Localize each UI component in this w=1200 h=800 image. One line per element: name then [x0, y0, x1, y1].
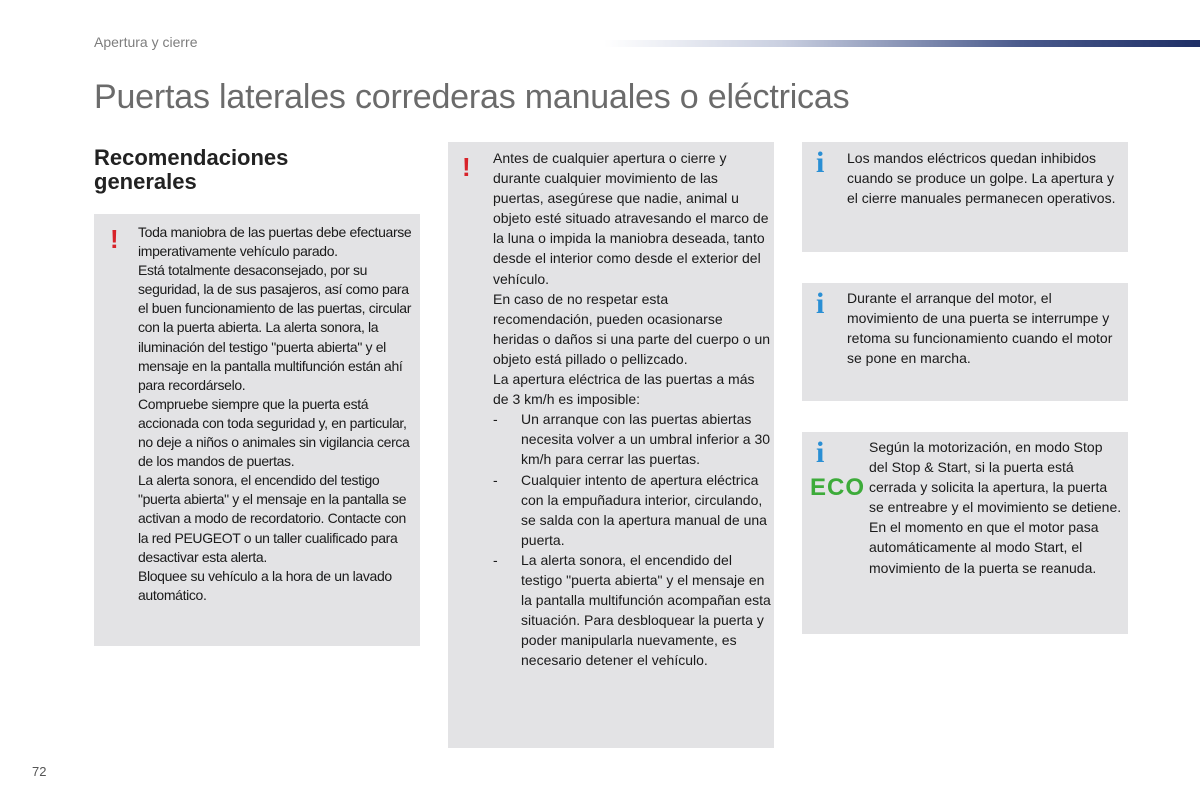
paragraph: La apertura eléctrica de las puertas a más de 3 km/h es imposible: [493, 371, 755, 408]
subheading [94, 146, 354, 194]
exclamation-icon: ! [462, 152, 471, 182]
list-item: - Cualquier intento de apertura eléctrica con la empuñadura interior, circulando, se salda con la apertura manual de una puerta. [493, 470, 771, 550]
warning-box-middle [448, 142, 774, 748]
info-box-2 [802, 283, 1128, 401]
info-icon: i [816, 287, 825, 320]
paragraph: Toda maniobra de las puertas debe efectuarse imperativamente vehículo parado. [138, 224, 412, 260]
subheading-line-1: Recomendaciones [94, 145, 289, 170]
warning-box-left [94, 214, 420, 646]
info-box-3 [802, 432, 1128, 634]
info-box-2-text: Durante el arranque del motor, el movimiento de una puerta se interrumpe y retoma su funcionamiento cuando el motor se pone en marcha. [847, 290, 1113, 367]
info-box-1 [802, 142, 1128, 252]
info-icon: i [816, 146, 825, 179]
paragraph: Antes de cualquier apertura o cierre y durante cualquier movimiento de las puertas, asegúrese que nadie, animal u objeto esté situado atravesando el marco de la luna o impida la maniobra deseada, tanto desde el interior como desde el exterior del vehículo. [493, 150, 769, 287]
warning-box-left-text [138, 223, 418, 605]
list-item: - Un arranque con las puertas abiertas necesita volver a un umbral inferior a 30 km/h para cerrar las puertas. [493, 409, 771, 469]
section-label: Apertura y cierre [94, 34, 198, 50]
paragraph: La alerta sonora, el encendido del testigo "puerta abierta" y el mensaje en la pantalla se activan a modo de recordatorio. Contacte con la red PEUGEOT o un taller cualificado para desactivar esta alerta. [138, 472, 407, 565]
list-item: - La alerta sonora, el encendido del testigo "puerta abierta" y el mensaje en la pantalla multifunción acompañan esta situación. Para desbloquear la puerta y poder manipularla nuevamente, es necesario detener el vehículo. [493, 550, 771, 671]
paragraph: Bloquee su vehículo a la hora de un lavado automático. [138, 567, 392, 603]
warning-box-middle-text [493, 148, 771, 670]
eco-icon: ECO [810, 474, 866, 501]
info-box-1-text: Los mandos eléctricos quedan inhibidos cuando se produce un golpe. La apertura y el cierre manuales permanecen operativos. [847, 150, 1116, 207]
header-rule [604, 40, 1200, 47]
exclamation-icon: ! [110, 224, 119, 254]
paragraph: Compruebe siempre que la puerta está accionada con toda seguridad y, en particular, no deje a niños o animales sin vigilancia cerca de los mandos de puertas. [138, 395, 410, 470]
info-box-3-text: Según la motorización, en modo Stop del Stop & Start, si la puerta está cerrada y solicita la apertura, la puerta se entreabre y el movimiento se detiene. En el momento en que el motor pasa automáticamente al modo Start, el movimiento de la puerta se reanuda. [869, 439, 1122, 576]
paragraph: En caso de no respetar esta recomendación, pueden ocasionarse heridas o daños si una parte del cuerpo o un objeto está pillado o pellizcado. [493, 290, 771, 367]
info-icon: i [816, 436, 825, 469]
page-number: 72 [32, 764, 47, 779]
subheading-line-2: generales [94, 169, 197, 194]
dash-list [493, 409, 771, 670]
paragraph: Está totalmente desaconsejado, por su seguridad, la de sus pasajeros, así como para el buen funcionamiento de las puertas, circular con la puerta abierta. La alerta sonora, la iluminación del testigo "puerta abierta" y el mensaje en la pantalla multifunción están ahí para recordárselo. [138, 262, 412, 393]
page-title: Puertas laterales correderas manuales o eléctricas [94, 78, 850, 116]
